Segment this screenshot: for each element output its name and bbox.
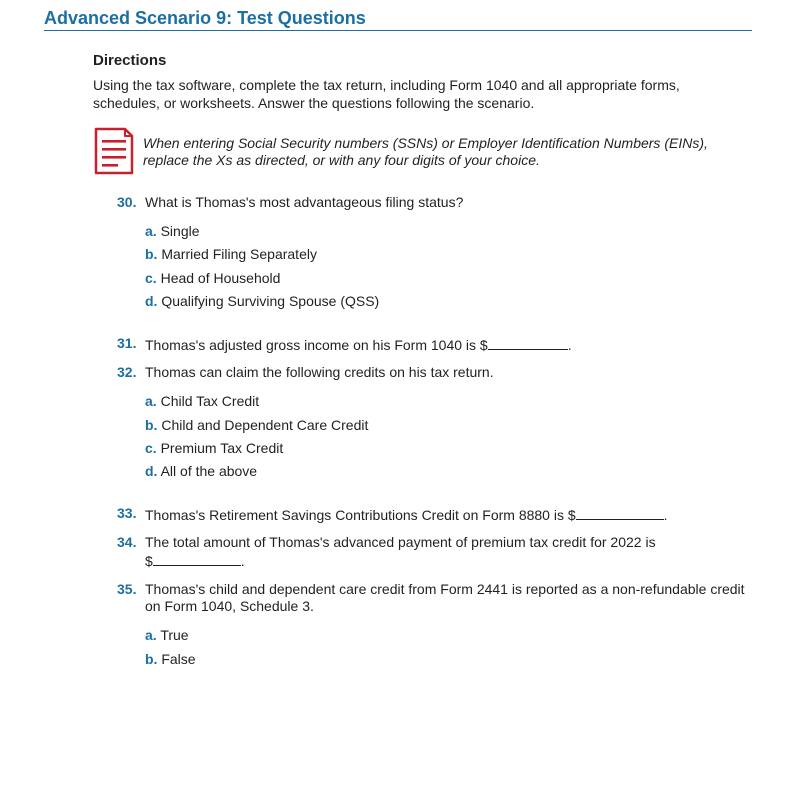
option-letter: b. (145, 417, 158, 433)
option-30c[interactable] (145, 270, 280, 287)
question-number: 31. (117, 335, 137, 351)
option-letter: b. (145, 246, 158, 262)
question-text: The total amount of Thomas's advanced payment of premium tax credit for 2022 is (145, 534, 656, 550)
question-end: . (240, 553, 245, 569)
option-letter: d. (145, 293, 158, 309)
option-letter: d. (145, 463, 158, 479)
option-30a[interactable] (145, 223, 200, 240)
question-end: . (663, 507, 668, 523)
question-31 (117, 335, 747, 354)
question-number: 32. (117, 364, 137, 380)
directions-text: Using the tax software, complete the tax return, including Form 1040 and all appropriate forms, schedules, or worksheets. Answer the questions following the scenario. (93, 77, 680, 111)
answer-blank[interactable] (488, 335, 568, 350)
question-text: What is Thomas's most advantageous filing status? (145, 194, 464, 210)
question-text: Thomas's child and dependent care credit from Form 2441 is reported as a non-refundable credit on Form 1040, Schedule 3. (145, 581, 745, 614)
option-text: False (161, 651, 196, 667)
option-32d[interactable] (145, 463, 257, 480)
question-34 (117, 534, 747, 570)
question-number: 30. (117, 194, 137, 210)
answer-blank[interactable] (153, 551, 241, 566)
option-letter: a. (145, 393, 157, 409)
question-number: 33. (117, 505, 137, 521)
dollar-sign: $ (145, 553, 153, 569)
question-30 (117, 194, 747, 211)
option-letter: c. (145, 270, 157, 286)
question-33 (117, 505, 747, 524)
option-32b[interactable] (145, 417, 368, 434)
question-32 (117, 364, 747, 381)
option-32c[interactable] (145, 440, 283, 457)
option-text: Single (160, 223, 200, 239)
option-text: Premium Tax Credit (160, 440, 284, 456)
page-title: Advanced Scenario 9: Test Questions (44, 8, 752, 31)
question-text: Thomas's Retirement Savings Contributions Credit on Form 8880 is $ (145, 507, 576, 523)
option-text: Qualifying Surviving Spouse (QSS) (161, 293, 380, 309)
option-letter: a. (145, 627, 157, 643)
document-note-icon (94, 127, 134, 175)
question-number: 35. (117, 581, 137, 597)
option-text: Child Tax Credit (160, 393, 260, 409)
question-35 (117, 581, 747, 615)
option-text: All of the above (160, 463, 258, 479)
directions-heading: Directions (93, 52, 167, 69)
option-35a[interactable] (145, 627, 189, 644)
option-text: Child and Dependent Care Credit (161, 417, 369, 433)
question-number: 34. (117, 534, 137, 550)
option-letter: b. (145, 651, 158, 667)
option-letter: c. (145, 440, 157, 456)
question-text: Thomas's adjusted gross income on his Form 1040 is $ (145, 337, 488, 353)
option-30b[interactable] (145, 246, 317, 263)
note-text: When entering Social Security numbers (SSNs) or Employer Identification Numbers (EINs), replace the Xs as directed, or with any four digits of your choice. (143, 135, 708, 168)
option-30d[interactable] (145, 293, 379, 310)
option-text: Married Filing Separately (161, 246, 317, 262)
answer-blank[interactable] (576, 505, 664, 520)
option-text: Head of Household (160, 270, 281, 286)
question-end: . (567, 337, 572, 353)
option-35b[interactable] (145, 651, 196, 668)
option-letter: a. (145, 223, 157, 239)
question-text: Thomas can claim the following credits on his tax return. (145, 364, 494, 380)
option-32a[interactable] (145, 393, 259, 410)
option-text: True (160, 627, 189, 643)
